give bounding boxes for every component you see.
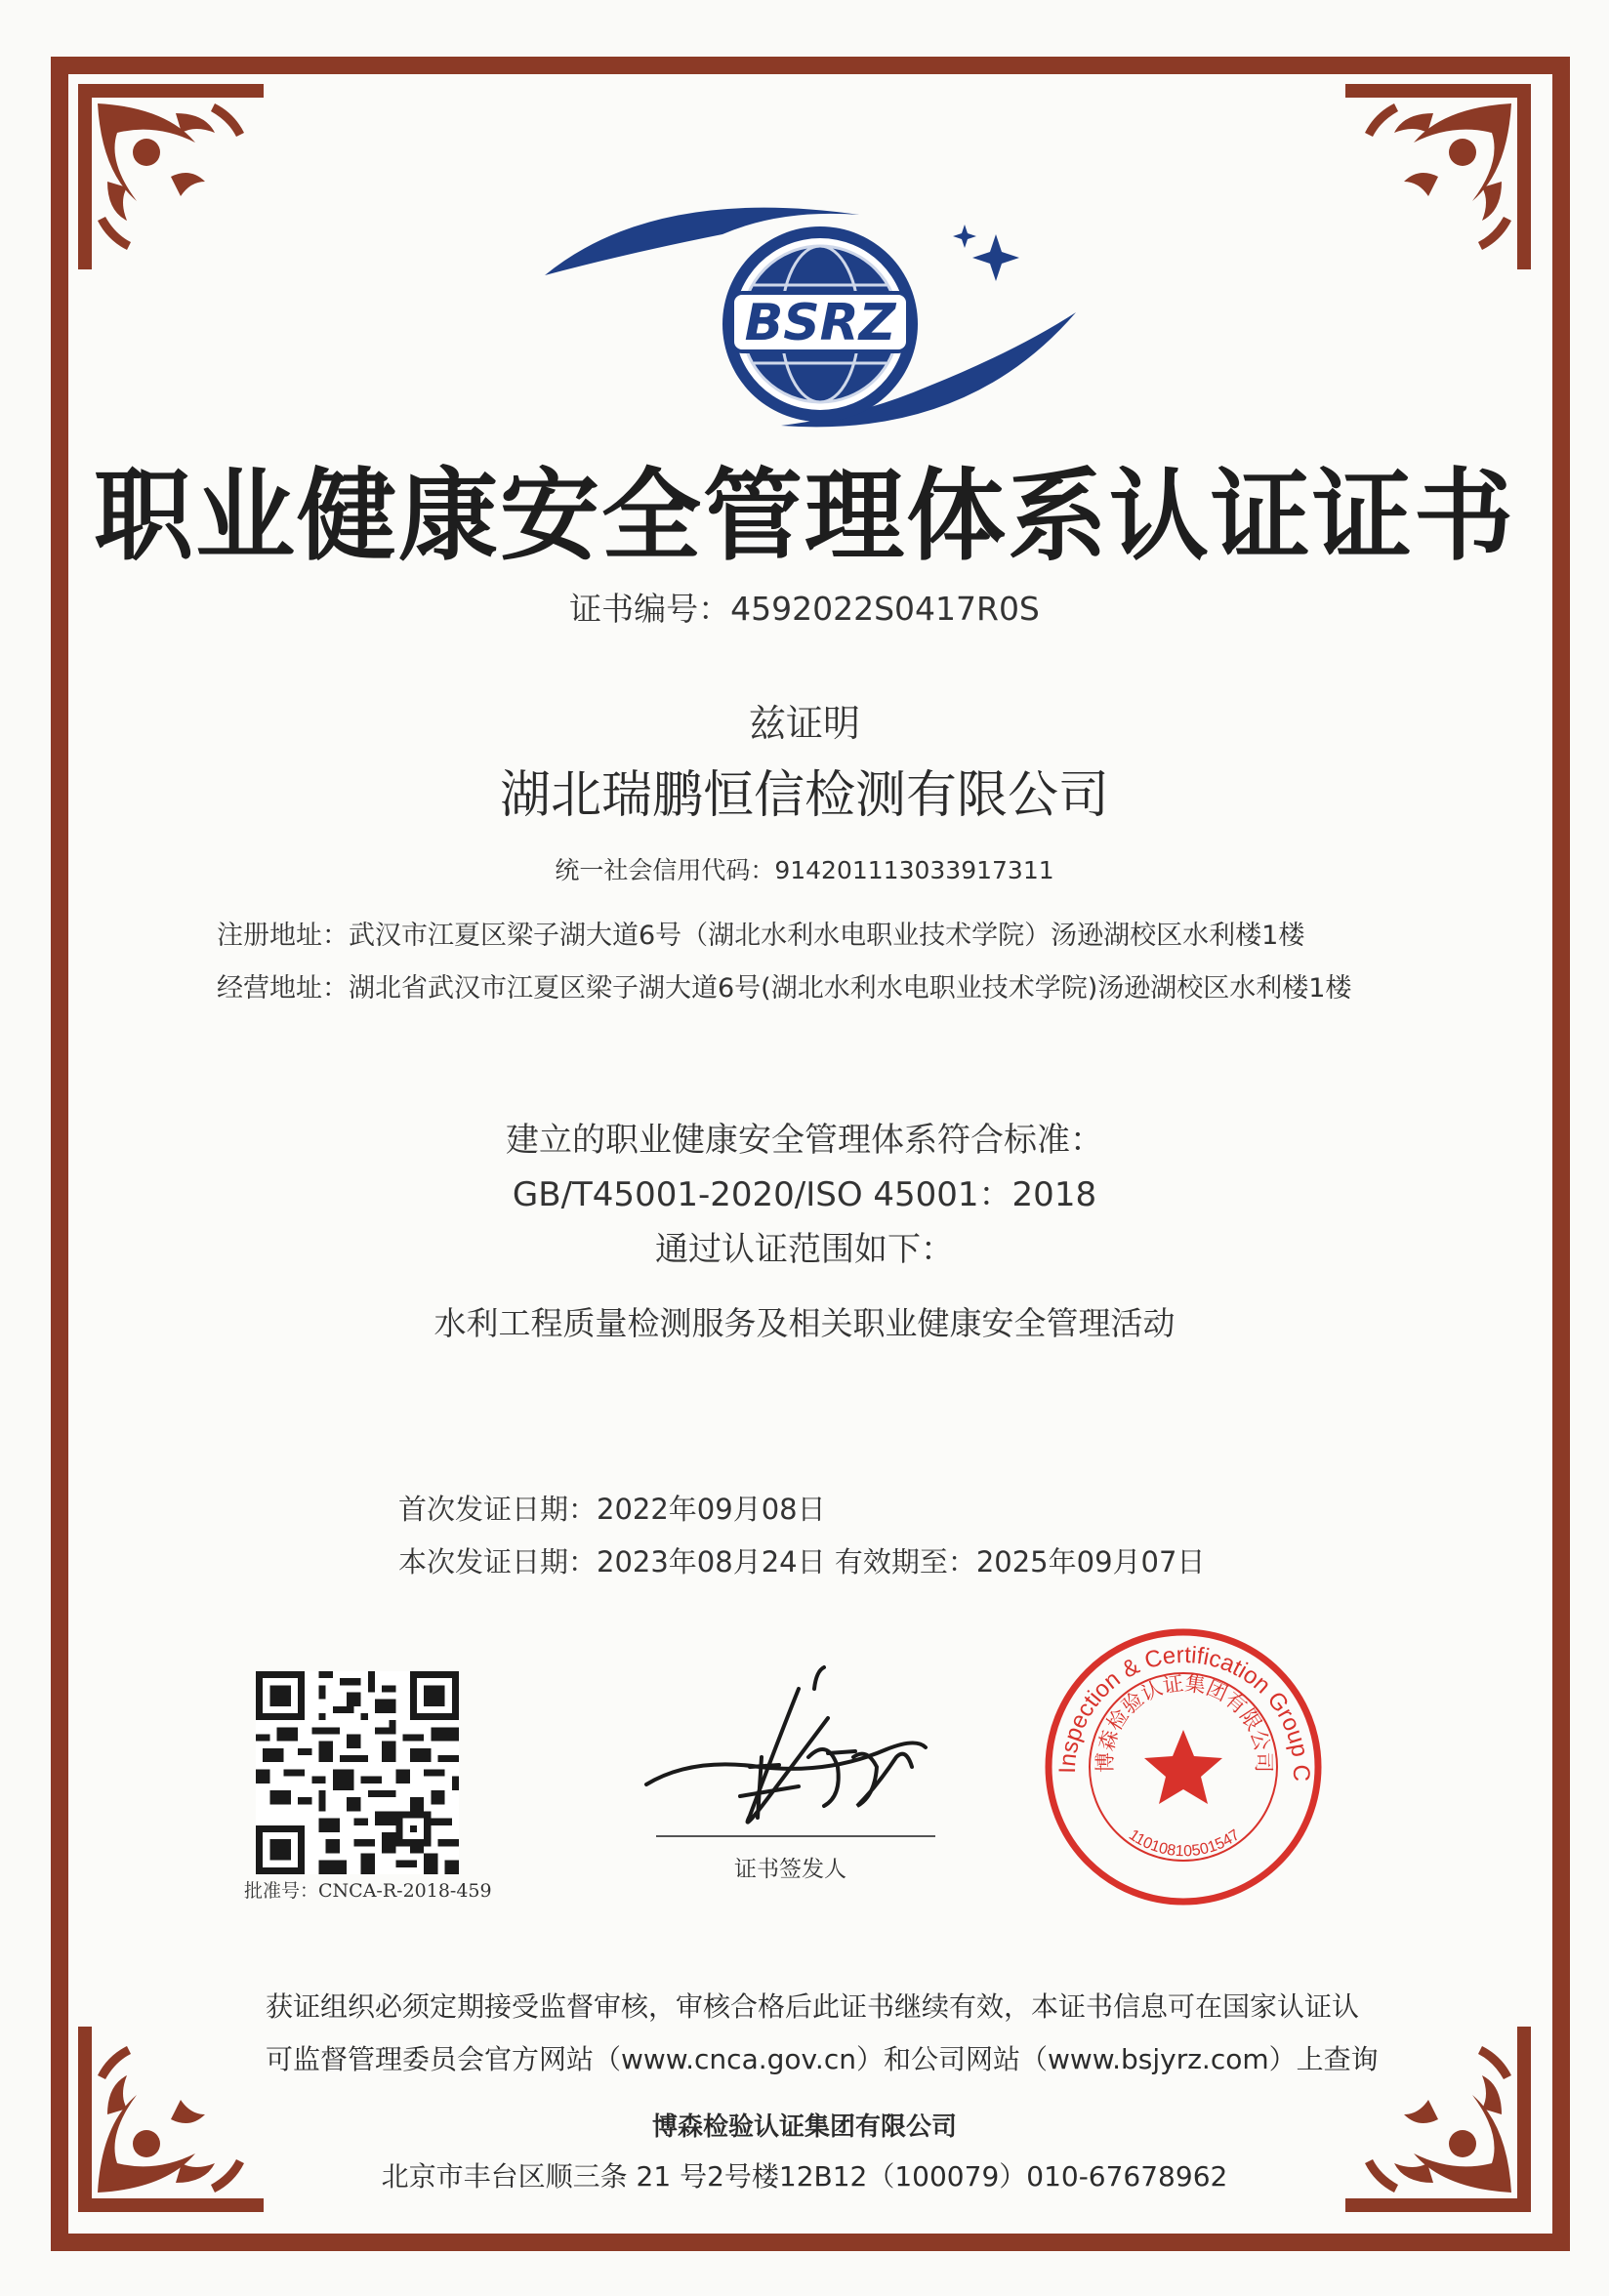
signature-image — [633, 1660, 945, 1835]
hereby-certify-text: 兹证明 — [748, 702, 860, 745]
seal-outer-text: Inspection & Certification Group C — [1053, 1642, 1315, 1783]
issuer-name: 博森检验认证集团有限公司 — [651, 2112, 957, 2142]
approval-number: 批准号：CNCA-R-2018-459 — [244, 1880, 492, 1902]
qr-code — [256, 1671, 459, 1874]
business-address: 经营地址：湖北省武汉市江夏区梁子湖大道6号(湖北水利水电职业技术学院)汤逊湖校区水利楼1楼 — [217, 973, 1352, 1004]
corner-ornament-top-left — [78, 84, 264, 269]
certification-scope: 水利工程质量检测服务及相关职业健康安全管理活动 — [433, 1304, 1176, 1342]
seal-number: 11010810501547 — [1126, 1826, 1243, 1861]
first-issue-date: 首次发证日期：2022年09月08日 — [398, 1493, 826, 1526]
credit-code: 统一社会信用代码：914201113033917311 — [555, 856, 1054, 884]
scope-intro: 通过认证范围如下： — [655, 1230, 954, 1269]
bsrz-logo — [537, 195, 1084, 439]
company-name: 湖北瑞鹏恒信检测有限公司 — [499, 766, 1109, 825]
notice-line-1: 获证组织必须定期接受监督审核，审核合格后此证书继续有效，本证书信息可在国家认证认 — [266, 1990, 1360, 2023]
issuer-address: 北京市丰台区顺三条 21 号2号楼12B12（100079）010-67678962 — [381, 2160, 1228, 2193]
corner-ornament-top-right — [1345, 84, 1531, 269]
seal-inner-text: 博森检验认证集团有限公司 — [1093, 1671, 1276, 1773]
seal-star-icon — [1144, 1730, 1222, 1804]
standard-code: GB/T45001-2020/ISO 45001：2018 — [512, 1175, 1097, 1214]
signer-label: 证书签发人 — [734, 1857, 846, 1882]
notice-line-2: 可监督管理委员会官方网站（www.cnca.gov.cn）和公司网站（www.bsjyrz.com）上查询 — [266, 2043, 1379, 2075]
logo-text: BSRZ — [744, 294, 896, 352]
certificate-number: 证书编号：4592022S0417R0S — [569, 590, 1040, 628]
standard-intro: 建立的职业健康安全管理体系符合标准： — [506, 1121, 1103, 1160]
certificate-title: 职业健康安全管理体系认证证书 — [94, 459, 1515, 575]
signature-line — [656, 1835, 935, 1837]
current-issue-date: 本次发证日期：2023年08月24日 有效期至：2025年09月07日 — [398, 1545, 1206, 1578]
registered-address: 注册地址：武汉市江夏区梁子湖大道6号（湖北水利水电职业技术学院）汤逊湖校区水利楼1楼 — [217, 921, 1305, 951]
company-seal — [1037, 1620, 1330, 1913]
